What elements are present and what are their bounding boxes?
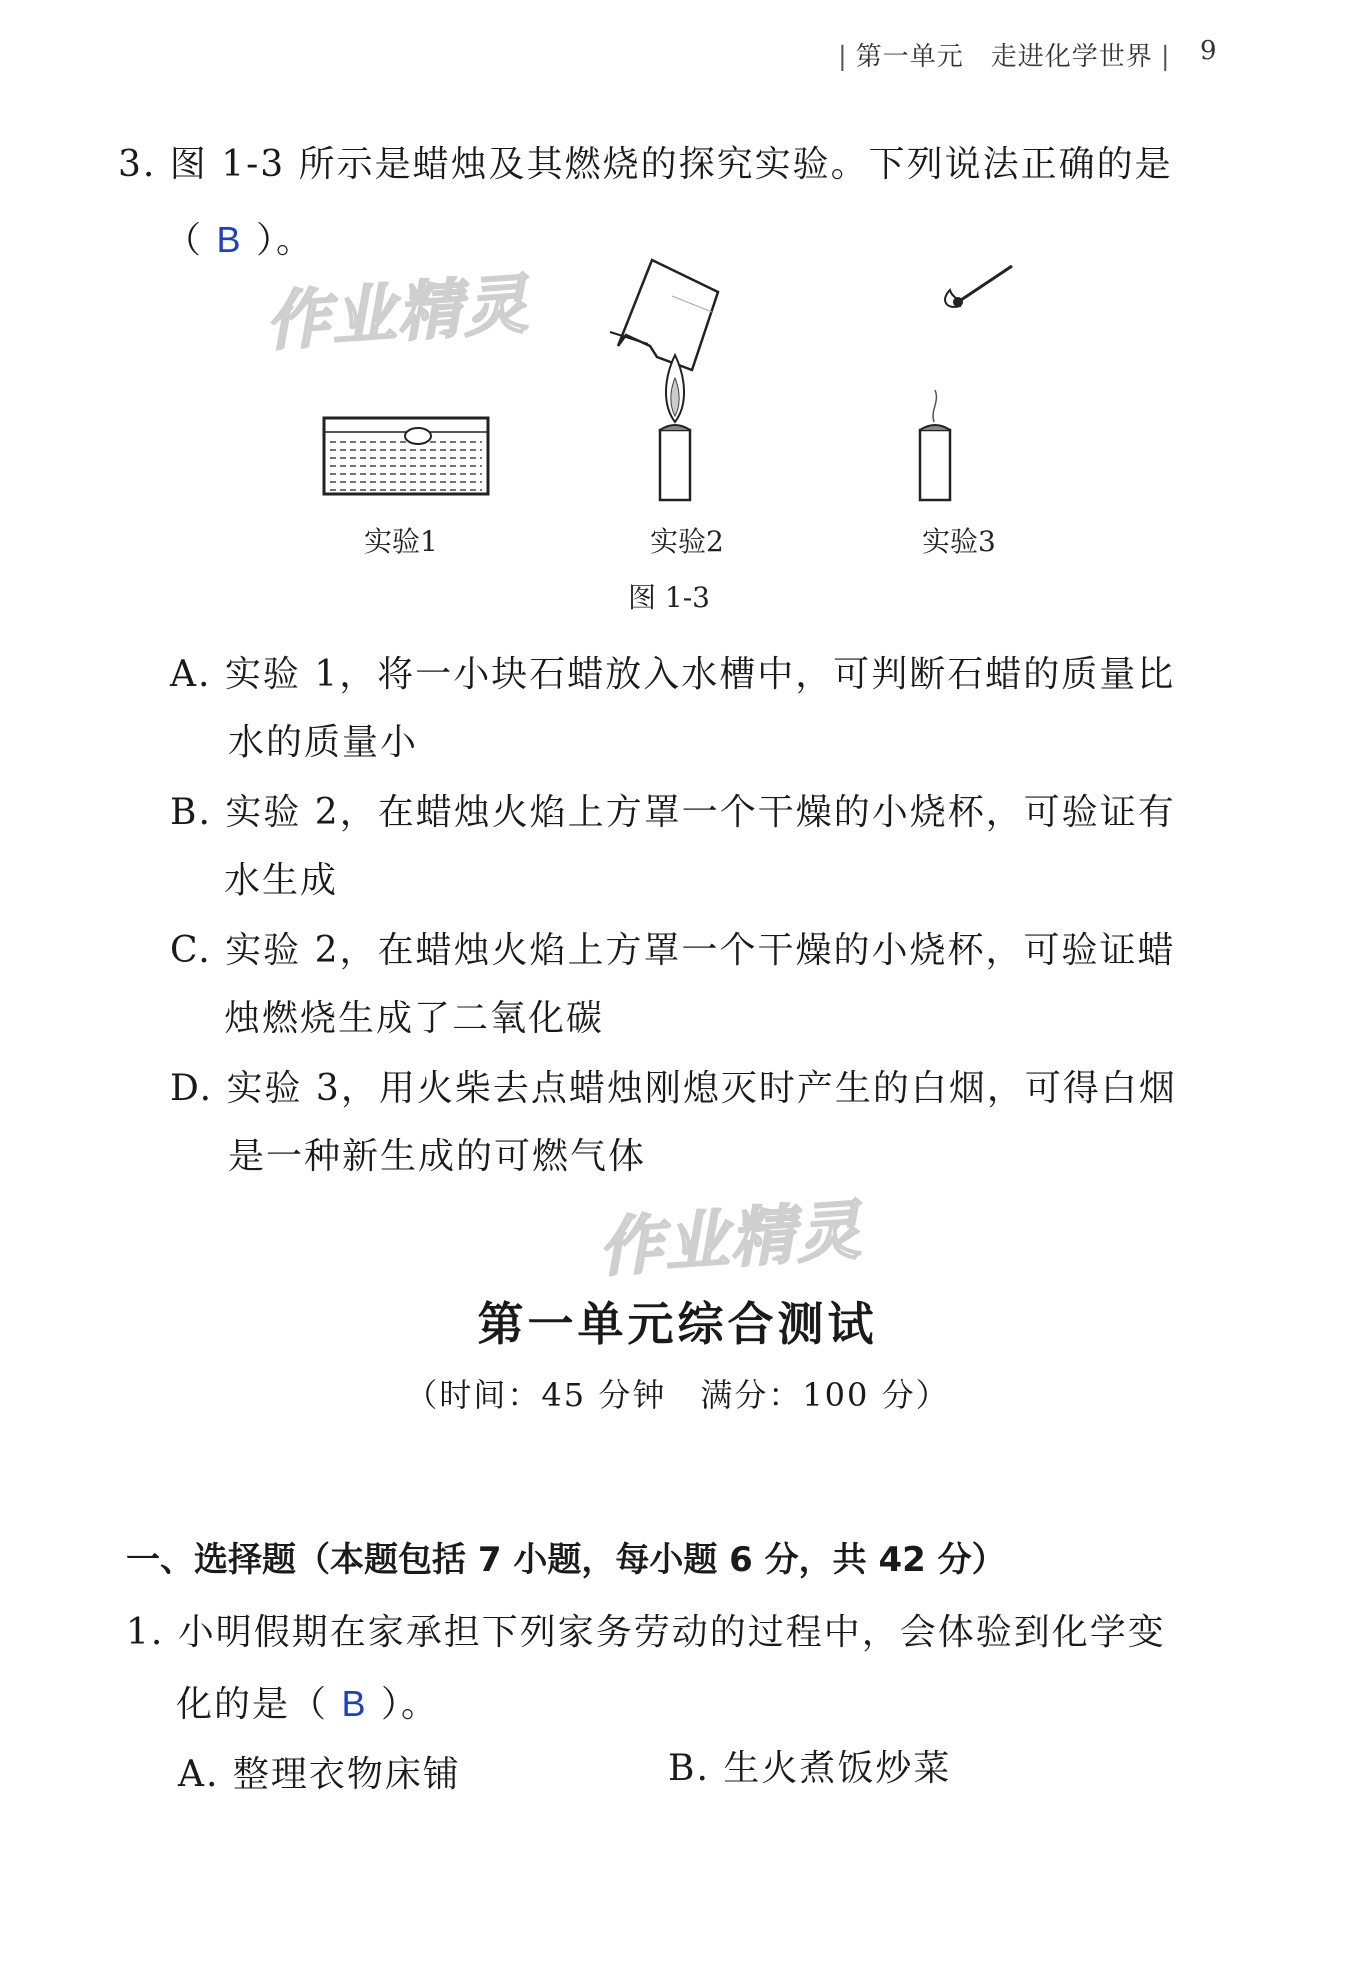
test-title: 第一单元综合测试	[477, 1297, 878, 1351]
candle-match-icon	[920, 266, 1012, 500]
q3-answer-line	[165, 212, 314, 263]
q1-stem-line1: 1. 小明假期在家承担下列家务劳动的过程中，会体验到化学变	[126, 1612, 1166, 1653]
figure-label-exp1: 实验1	[364, 525, 438, 558]
q3-option-b-line1: B. 实验 2，在蜡烛火焰上方罩一个干燥的小烧杯，可验证有	[170, 792, 1176, 833]
section-detail: （本题包括 7 小题，每小题 6 分，共 42 分）	[296, 1540, 1006, 1580]
q3-answer: B	[216, 219, 243, 260]
header-unit-title: 走进化学世界	[990, 42, 1153, 72]
candle-beaker-icon	[610, 260, 718, 500]
q1-suffix: ）。	[380, 1684, 439, 1725]
running-header	[830, 36, 1179, 73]
water-trough-icon	[324, 418, 488, 494]
q1-answer: B	[341, 1683, 368, 1724]
q1-option-b: B. 生火煮饭炒菜	[668, 1748, 952, 1789]
watermark-text: 作业精灵	[596, 1193, 865, 1287]
header-divider: |	[838, 42, 848, 72]
q3-option-a-line1: A. 实验 1，将一小块石蜡放入水槽中，可判断石蜡的质量比	[170, 654, 1176, 695]
q3-option-a-line2: 水的质量小	[228, 722, 419, 763]
section-title: 一、选择题	[126, 1540, 296, 1580]
q1-stem-line2	[176, 1676, 439, 1727]
q3-option-c-line1: C. 实验 2，在蜡烛火焰上方罩一个干燥的小烧杯，可验证蜡	[170, 930, 1176, 971]
q1-prefix: 化的是（	[176, 1684, 329, 1725]
figure-label-exp3: 实验3	[922, 525, 996, 558]
header-unit: 第一单元	[855, 42, 964, 72]
watermark-text: 作业精灵	[263, 267, 532, 361]
q3-stem: 3. 图 1-3 所示是蜡烛及其燃烧的探究实验。下列说法正确的是	[118, 144, 1173, 185]
q3-option-d-line2: 是一种新生成的可燃气体	[228, 1136, 647, 1177]
figure-label-exp2: 实验2	[650, 525, 724, 558]
q3-option-d-line1: D. 实验 3，用火柴去点蜡烛刚熄灭时产生的白烟，可得白烟	[170, 1068, 1177, 1109]
figure-1-3	[300, 250, 1060, 510]
q3-option-c-line2: 烛燃烧生成了二氧化碳	[224, 998, 605, 1039]
test-subtitle: （时间：45 分钟 满分：100 分）	[405, 1376, 950, 1414]
figure-caption: 图 1-3	[628, 581, 710, 614]
page-number: 9	[1200, 36, 1217, 66]
paren-close: ）。	[255, 220, 314, 261]
section-heading	[126, 1532, 1006, 1581]
q3-option-b-line2: 水生成	[224, 860, 339, 901]
paren-open: （	[165, 220, 204, 261]
q1-option-a: A. 整理衣物床铺	[178, 1754, 461, 1795]
header-divider: |	[1160, 42, 1171, 72]
